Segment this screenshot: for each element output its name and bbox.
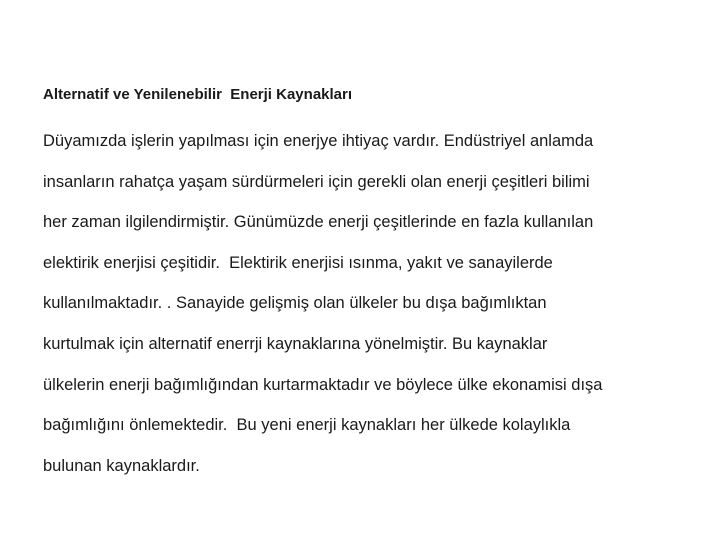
page-title: Alternatif ve Yenilenebilir Enerji Kaynakları xyxy=(43,86,353,103)
text-line: elektirik enerjisi çeşitidir. Elektirik enerjisi ısınma, yakıt ve sanayilerde xyxy=(43,253,553,272)
body-text xyxy=(43,131,703,496)
text-line: insanların rahatça yaşam sürdürmeleri için gerekli olan enerji çeşitleri bilimi xyxy=(43,172,590,191)
text-line: her zaman ilgilendirmiştir. Günümüzde enerji çeşitlerinde en fazla kullanılan xyxy=(43,213,594,232)
text-line: bulunan kaynaklardır. xyxy=(43,456,200,475)
text-line: ülkelerin enerji bağımlığından kurtarmaktadır ve böylece ülke ekonamisi dışa xyxy=(43,375,603,394)
text-line: kurtulmak için alternatif enerrji kaynaklarına yönelmiştir. Bu kaynaklar xyxy=(43,334,548,353)
text-line: kullanılmaktadır. . Sanayide gelişmiş olan ülkeler bu dışa bağımlıktan xyxy=(43,294,547,313)
text-line: bağımlığını önlemektedir. Bu yeni enerji kaynakları her ülkede kolaylıkla xyxy=(43,416,571,435)
text-line: Düyamızda işlerin yapılması için enerjye ihtiyaç vardır. Endüstriyel anlamda xyxy=(43,132,594,150)
